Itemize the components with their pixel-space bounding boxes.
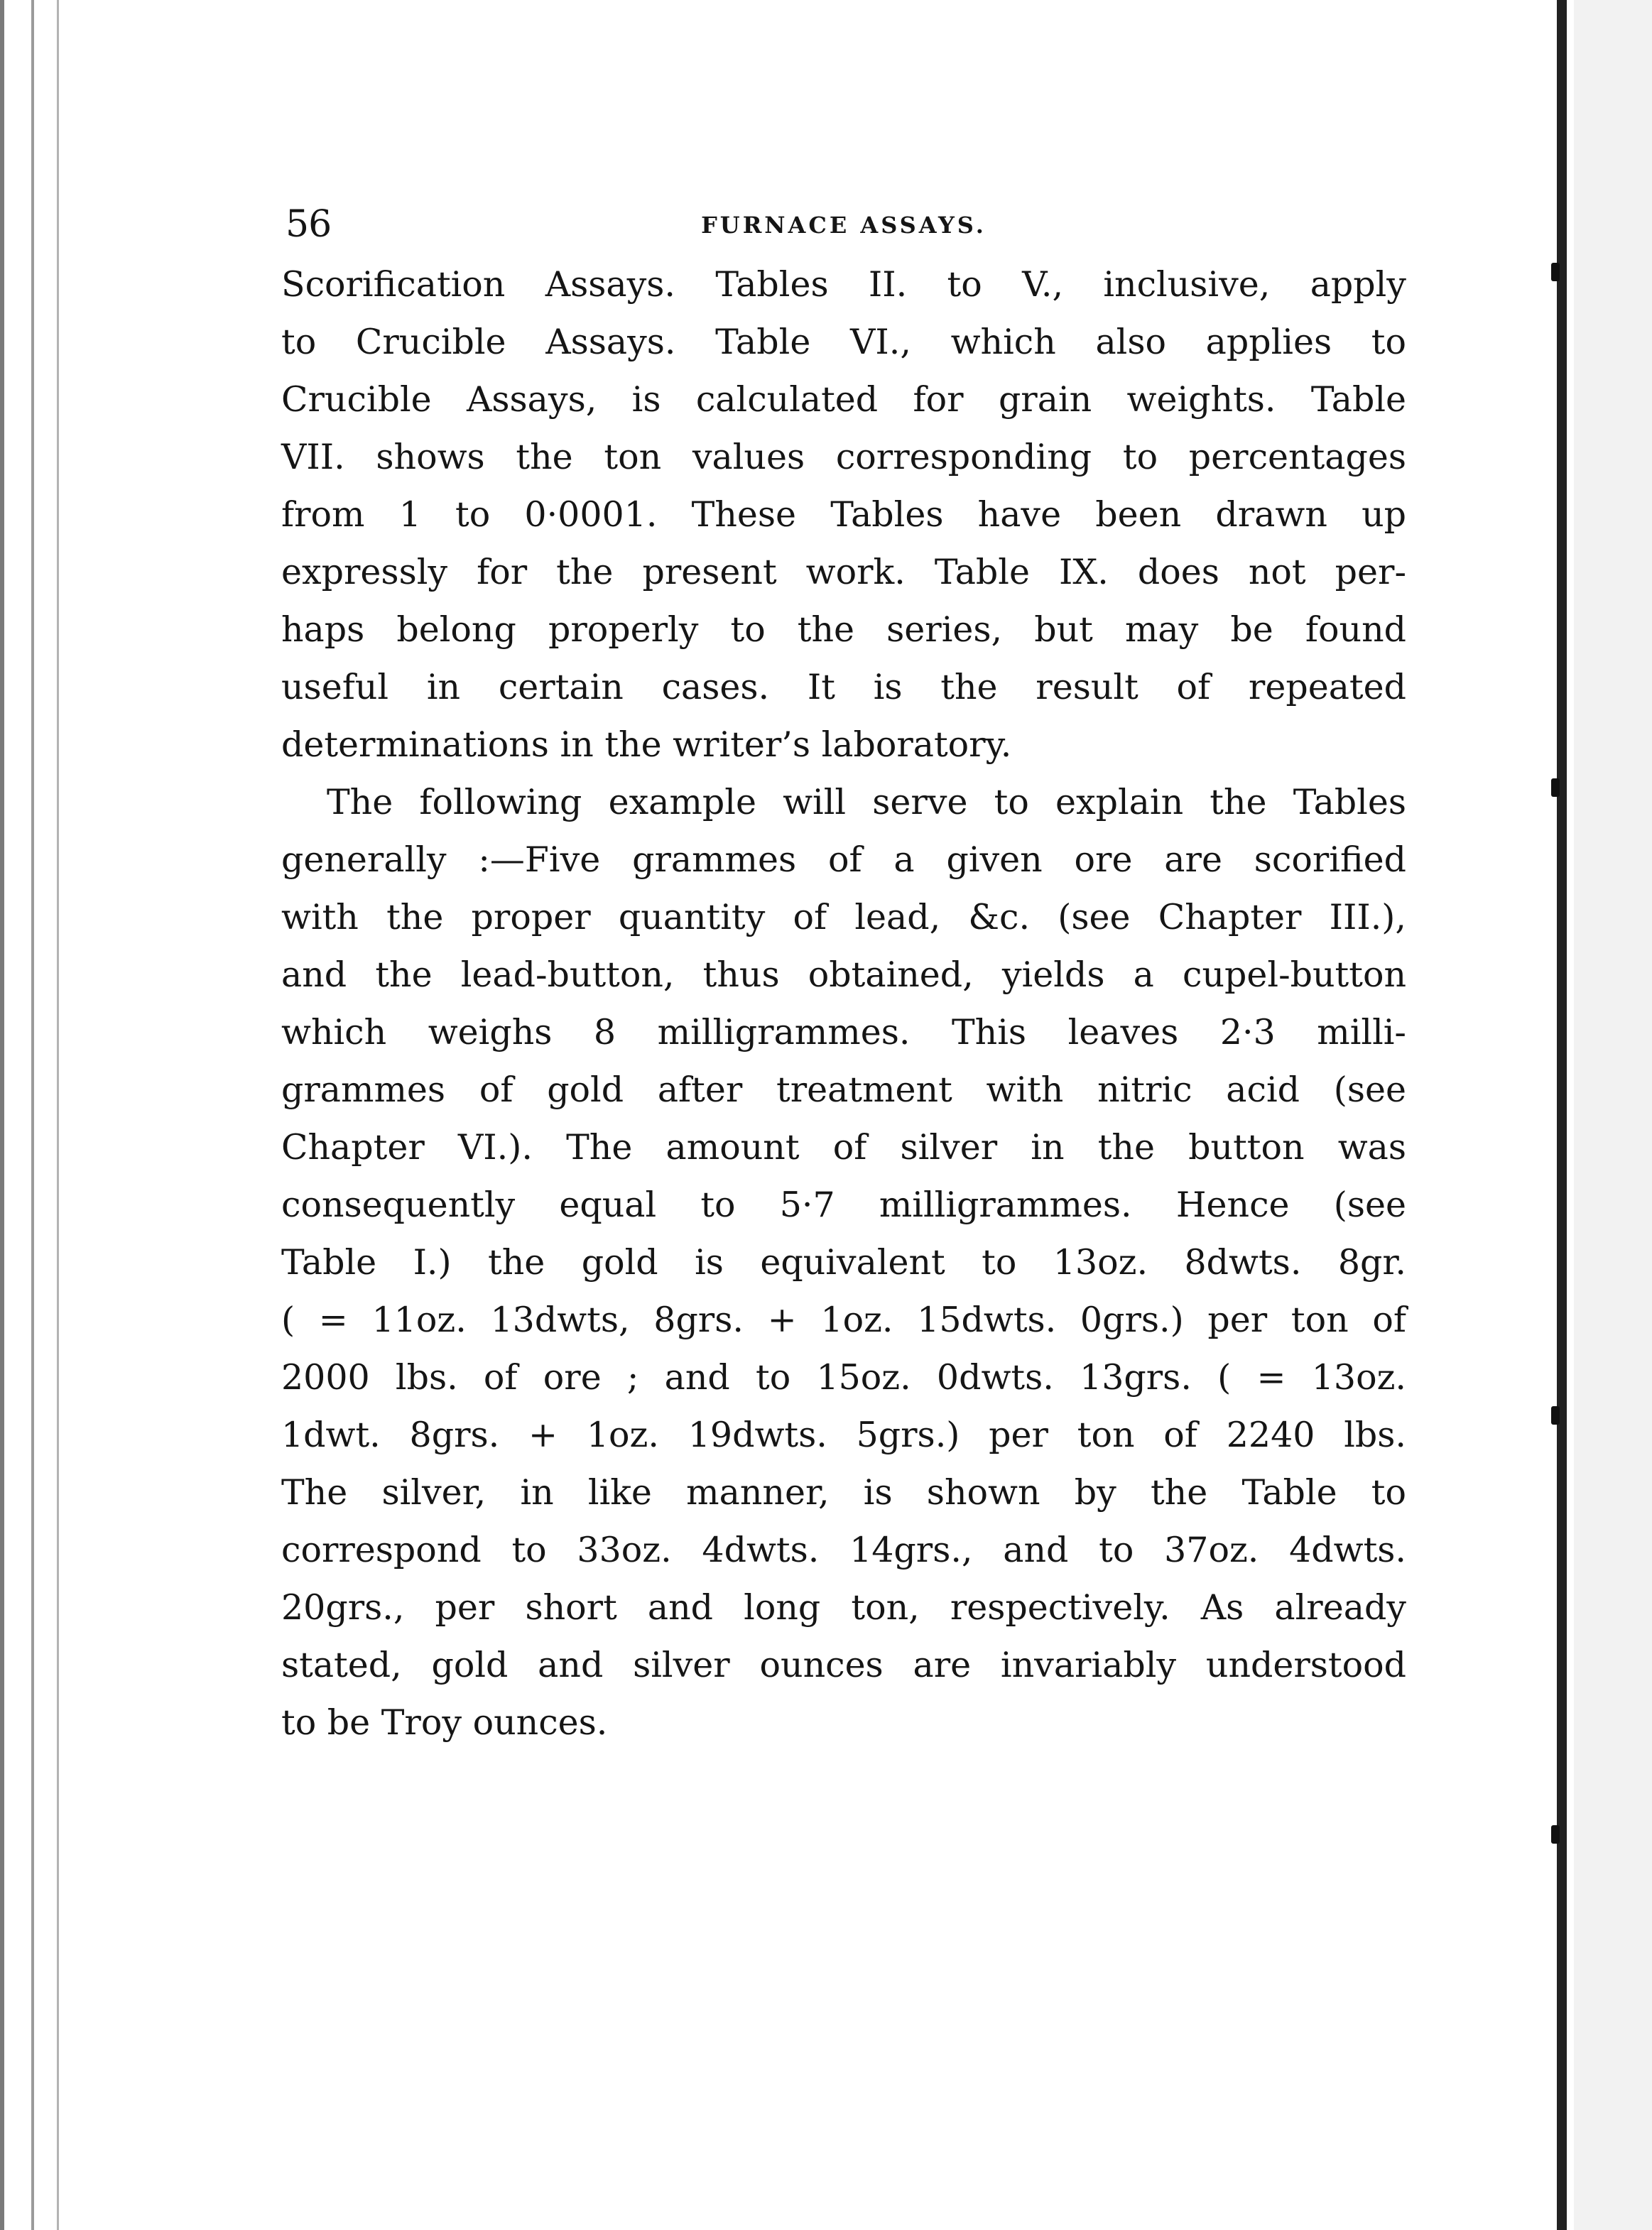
edge-mark (1551, 1825, 1560, 1844)
text-line: The following example will serve to explain the Tables (327, 782, 1406, 822)
edge-mark (1551, 263, 1560, 281)
edge-mark (1551, 1406, 1560, 1425)
right-page-edge (1545, 0, 1652, 2230)
text-line: 1dwt. 8grs. + 1oz. 19dwts. 5grs.) per ton of 2240 lbs. (281, 1415, 1406, 1455)
left-page-edge (0, 0, 71, 2230)
text-line: useful in certain cases. It is the result of repeated (281, 667, 1406, 707)
binding-shadow (1557, 0, 1567, 2230)
edge-mark (1551, 778, 1560, 797)
text-line: Scorification Assays. Tables II. to V., inclusive, apply (281, 264, 1406, 305)
binding-line (31, 0, 34, 2230)
text-line: and the lead-button, thus obtained, yields a cupel-button (281, 954, 1406, 995)
text-line: Table I.) the gold is equivalent to 13oz. 8dwts. 8gr. (281, 1242, 1406, 1283)
text-line: VII. shows the ton values corresponding to percentages (281, 437, 1406, 477)
text-line: stated, gold and silver ounces are invariably understood (281, 1645, 1406, 1685)
next-page-margin (1574, 0, 1652, 2230)
text-line: determinations in the writer’s laboratory. (281, 724, 1012, 765)
text-line: which weighs 8 milligrammes. This leaves 2·3 milli- (281, 1012, 1406, 1053)
binding-line (0, 0, 4, 2230)
text-line: consequently equal to 5·7 milligrammes. Hence (see (281, 1185, 1406, 1225)
text-line: grammes of gold after treatment with nitric acid (see (281, 1070, 1406, 1110)
text-line: with the proper quantity of lead, &c. (see Chapter III.), (281, 897, 1406, 937)
chapter-heading: FURNACE ASSAYS. (701, 212, 987, 239)
paragraph (281, 256, 1406, 773)
body-text (281, 256, 1406, 1751)
text-line: generally :—Five grammes of a given ore are scorified (281, 839, 1406, 880)
page-number: 56 (286, 203, 332, 246)
text-line: expressly for the present work. Table IX. does not per- (281, 552, 1406, 592)
running-head (281, 196, 1406, 256)
binding-line (57, 0, 59, 2230)
text-line: 2000 lbs. of ore ; and to 15oz. 0dwts. 13grs. ( = 13oz. (281, 1357, 1406, 1398)
text-line: haps belong properly to the series, but may be found (281, 609, 1406, 650)
text-line: to Crucible Assays. Table VI., which also applies to (281, 322, 1406, 362)
paragraph (281, 773, 1406, 1751)
text-line: correspond to 33oz. 4dwts. 14grs., and to 37oz. 4dwts. (281, 1530, 1406, 1570)
text-line: to be Troy ounces. (281, 1702, 608, 1743)
book-page (281, 196, 1406, 1751)
text-line: ( = 11oz. 13dwts, 8grs. + 1oz. 15dwts. 0grs.) per ton of (281, 1300, 1406, 1340)
text-line: 20grs., per short and long ton, respectively. As already (281, 1587, 1406, 1628)
text-line: Chapter VI.). The amount of silver in the button was (281, 1127, 1406, 1168)
text-line: from 1 to 0·0001. These Tables have been drawn up (281, 494, 1406, 535)
text-line: The silver, in like manner, is shown by the Table to (281, 1472, 1406, 1513)
text-line: Crucible Assays, is calculated for grain weights. Table (281, 379, 1406, 420)
